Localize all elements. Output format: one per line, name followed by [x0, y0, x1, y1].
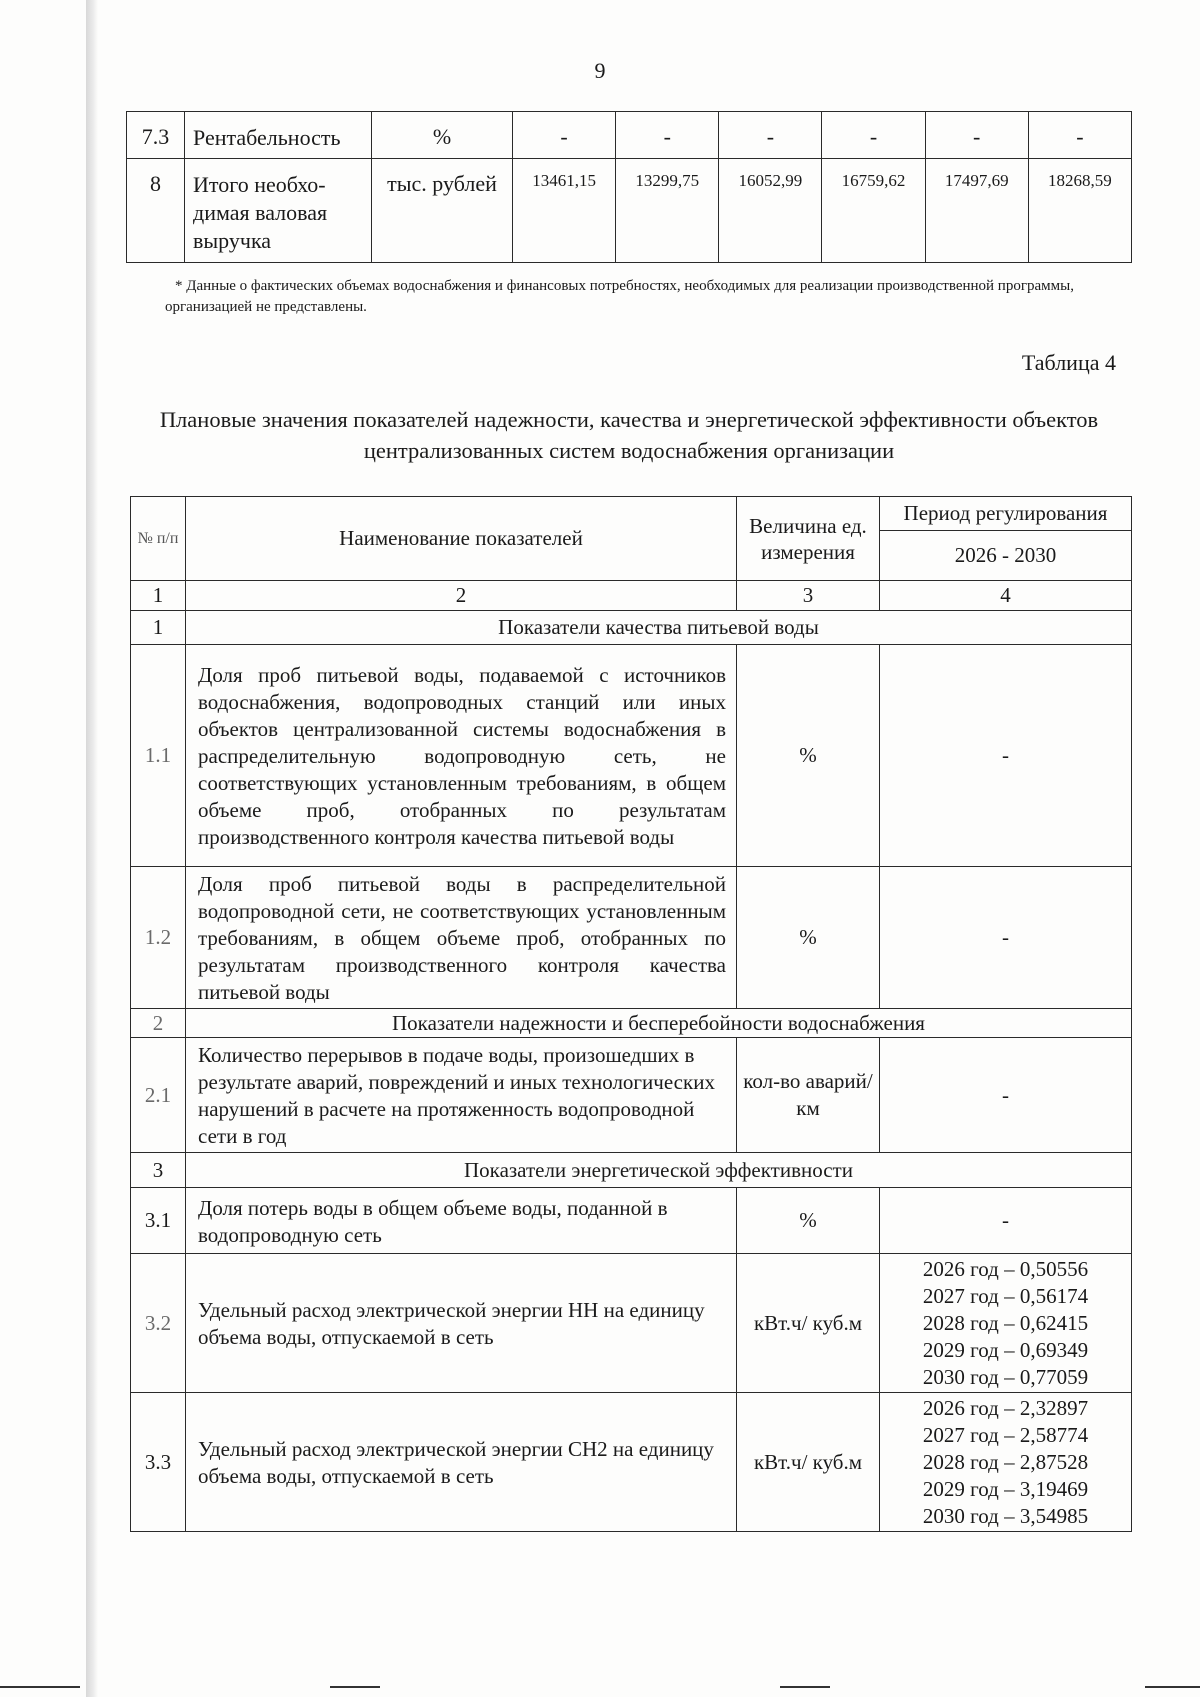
- row-value: -: [513, 112, 616, 159]
- page-number: 9: [594, 58, 606, 83]
- section-number: 1: [131, 611, 186, 645]
- row-name: Доля потерь воды в общем объеме воды, поданной в водопроводную сеть: [186, 1188, 737, 1254]
- column-number: 1: [131, 581, 186, 611]
- column-number: 4: [880, 581, 1132, 611]
- row-unit: %: [372, 112, 513, 159]
- row-number: 8: [127, 159, 185, 263]
- row-name: Доля проб питьевой воды, подаваемой с источников водоснабжения, водопроводных станций или иных объектов централизованной системы водоснабжения в распределительную водопроводную сеть, не соответствующих установленным требованиям, в общем объеме проб, отобранных по результатам производственного контроля качества питьевой воды: [186, 645, 737, 867]
- section-number: 3: [131, 1153, 186, 1188]
- year-values: [880, 1393, 1132, 1532]
- row-value: -: [880, 1188, 1132, 1254]
- row-unit: %: [737, 1188, 880, 1254]
- table-row: [127, 112, 1132, 159]
- row-number: 3.3: [131, 1393, 186, 1532]
- row-unit: кВт.ч/ куб.м: [737, 1254, 880, 1393]
- row-value: 13461,15: [513, 159, 616, 263]
- row-value: 13299,75: [616, 159, 719, 263]
- table-row: [131, 867, 1132, 1009]
- row-value: -: [1028, 112, 1131, 159]
- table-label: Таблица 4: [1021, 350, 1116, 375]
- table-row: [131, 1038, 1132, 1153]
- financial-table-continuation: [126, 111, 1132, 263]
- section-row: [131, 1009, 1132, 1038]
- row-number: 1.2: [131, 867, 186, 1009]
- year-value: 2026 год – 2,32897: [922, 1395, 1089, 1420]
- header-years: 2026 - 2030: [880, 531, 1132, 581]
- year-value: 2027 год – 2,58774: [922, 1422, 1089, 1447]
- row-unit: %: [737, 645, 880, 867]
- scan-edge-line: [780, 1686, 830, 1688]
- row-value: -: [880, 645, 1132, 867]
- table-row: [131, 1254, 1132, 1393]
- row-name: Итого необхо-димая валовая выручка: [185, 159, 372, 263]
- section-row: [131, 1153, 1132, 1188]
- row-value: 16052,99: [719, 159, 822, 263]
- table-row: [127, 159, 1132, 263]
- row-value: 17497,69: [925, 159, 1028, 263]
- column-numbers-row: [131, 581, 1132, 611]
- year-value: 2030 год – 0,77059: [922, 1364, 1089, 1389]
- row-number: 3.2: [131, 1254, 186, 1393]
- header-name: Наименование показателей: [186, 497, 737, 581]
- column-number: 3: [737, 581, 880, 611]
- row-value: -: [822, 112, 925, 159]
- row-value: -: [880, 1038, 1132, 1153]
- row-unit: тыс. рублей: [372, 159, 513, 263]
- indicators-table: [130, 496, 1132, 1532]
- header-number: № п/п: [131, 497, 186, 581]
- row-name: Удельный расход электрической энергии НН на единицу объема воды, отпускаемой в сеть: [186, 1254, 737, 1393]
- year-value: 2026 год – 0,50556: [922, 1256, 1089, 1281]
- footnote: * Данные о фактических объемах водоснабжения и финансовых потребностях, необходимых для реализации производственной программы, организацией не представлены.: [165, 278, 1074, 315]
- section-row: [131, 611, 1132, 645]
- row-value: -: [880, 867, 1132, 1009]
- table-header-row: [131, 497, 1132, 531]
- row-number: 1.1: [131, 645, 186, 867]
- row-number: 3.1: [131, 1188, 186, 1254]
- row-name: Рентабельность: [185, 112, 372, 159]
- year-value: 2027 год – 0,56174: [922, 1283, 1089, 1308]
- header-period: Период регулирования: [880, 497, 1132, 531]
- row-value: 16759,62: [822, 159, 925, 263]
- section-title: Показатели энергетической эффективности: [186, 1153, 1132, 1188]
- row-unit: %: [737, 867, 880, 1009]
- year-value: 2030 год – 3,54985: [922, 1503, 1089, 1528]
- year-value: 2029 год – 0,69349: [922, 1337, 1089, 1362]
- section-number: 2: [131, 1009, 186, 1038]
- section-title: Показатели надежности и бесперебойности водоснабжения: [186, 1009, 1132, 1038]
- row-value: -: [616, 112, 719, 159]
- table-title: Плановые значения показателей надежности, качества и энергетической эффективности объектов централизованных систем водоснабжения организации: [159, 407, 1099, 463]
- table-row: [131, 645, 1132, 867]
- header-unit: Величина ед. измерения: [737, 497, 880, 581]
- scan-edge-line: [0, 1686, 80, 1688]
- table-row: [131, 1188, 1132, 1254]
- table-row: [131, 1393, 1132, 1532]
- year-values: [880, 1254, 1132, 1393]
- row-value: -: [925, 112, 1028, 159]
- row-number: 2.1: [131, 1038, 186, 1153]
- scan-edge-shadow: [86, 0, 98, 1697]
- row-value: -: [719, 112, 822, 159]
- year-value: 2028 год – 2,87528: [922, 1449, 1089, 1474]
- section-title: Показатели качества питьевой воды: [186, 611, 1132, 645]
- scan-edge-line: [1145, 1686, 1200, 1688]
- row-number: 7.3: [127, 112, 185, 159]
- column-number: 2: [186, 581, 737, 611]
- year-value: 2029 год – 3,19469: [922, 1476, 1089, 1501]
- scan-edge-line: [330, 1686, 380, 1688]
- row-value: 18268,59: [1028, 159, 1131, 263]
- row-name: Доля проб питьевой воды в распределительной водопроводной сети, не соответствующих установленным требованиям, в общем объеме проб, отобранных по результатам производственного контроля качества питьевой воды: [186, 867, 737, 1009]
- row-unit: кол-во аварий/км: [737, 1038, 880, 1153]
- row-unit: кВт.ч/ куб.м: [737, 1393, 880, 1532]
- year-value: 2028 год – 0,62415: [922, 1310, 1089, 1335]
- row-name: Количество перерывов в подаче воды, произошедших в результате аварий, повреждений и иных технологических нарушений в расчете на протяженность водопроводной сети в год: [186, 1038, 737, 1153]
- row-name: Удельный расход электрической энергии СН2 на единицу объема воды, отпускаемой в сеть: [186, 1393, 737, 1532]
